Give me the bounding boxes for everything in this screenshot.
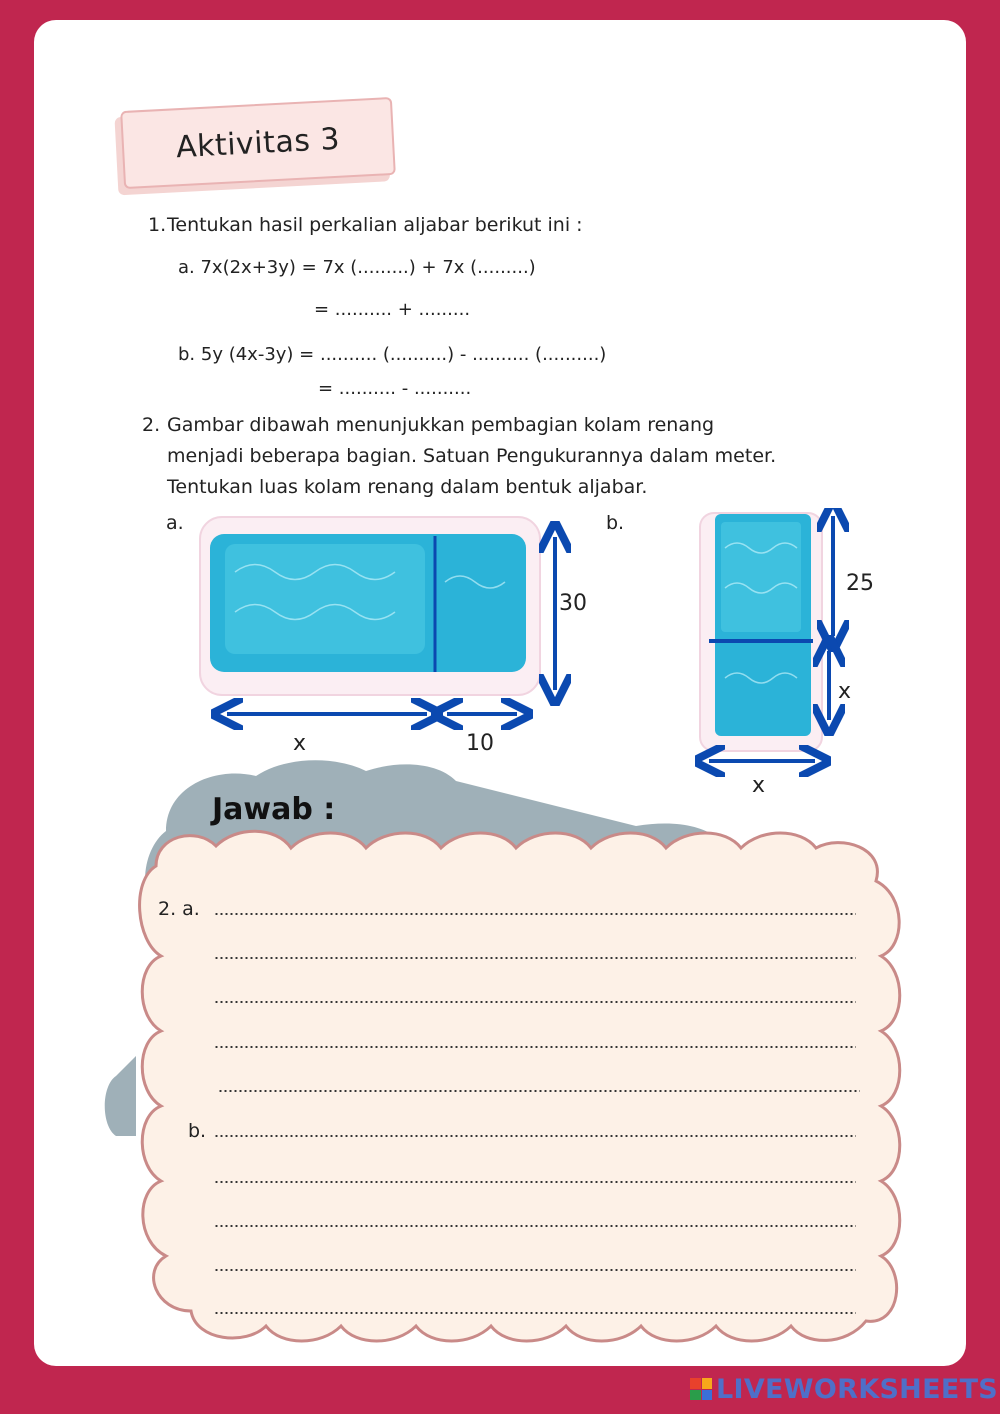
liveworksheets-logo-icon [690,1378,712,1400]
brand-name: LIVEWORKSHEETS [716,1373,999,1405]
answer-2b-line-3[interactable] [214,1225,856,1227]
pool-b-x-label: x [838,679,852,704]
fig-b-label: b. [606,512,625,534]
pool-a-highlight [225,544,425,654]
activity-title-box [120,97,396,189]
answer-2a-line-5[interactable] [218,1090,860,1092]
answer-2a-line-1[interactable] [214,913,856,915]
pool-a-10-label: 10 [466,731,494,756]
answer-2a-line-2[interactable] [214,957,856,959]
q2-line3: Tentukan luas kolam renang dalam bentuk aljabar. [167,476,648,498]
pool-a-x-label: x [293,731,307,756]
pool-b-highlight [721,522,801,632]
pool-a-figure [195,512,595,762]
answer-cloud-body [140,831,900,1341]
q2-number: 2. [142,414,161,436]
pool-b-width-label: x [752,773,766,798]
q1-prompt: Tentukan hasil perkalian aljabar berikut ini : [167,214,583,236]
activity-title: Aktivitas 3 [175,121,341,165]
q1a-line1: a. 7x(2x+3y) = 7x (.........) + 7x (.........) [178,257,536,278]
answer-2a-label: 2. a. [158,898,200,920]
q1b-line2: = .......... - .......... [318,378,472,399]
answer-2b-line-4[interactable] [214,1269,856,1271]
answer-2a-line-4[interactable] [214,1046,856,1048]
answer-heading: Jawab : [212,792,336,827]
q1a-line2: = .......... + ......... [314,299,471,320]
q2-line2: menjadi beberapa bagian. Satuan Pengukurannya dalam meter. [167,445,777,467]
q2-line1: Gambar dibawah menunjukkan pembagian kolam renang [167,414,715,436]
answer-cloud [96,756,926,1356]
answer-2b-label: b. [188,1120,207,1142]
answer-2b-line-2[interactable] [214,1181,856,1183]
answer-2b-line-5[interactable] [214,1312,856,1314]
pool-b-25-label: 25 [846,571,874,596]
q1b-line1: b. 5y (4x-3y) = .......... (..........) - .......... (..........) [178,344,607,365]
answer-2b-line-1[interactable] [214,1135,856,1137]
fig-a-label: a. [166,512,184,534]
answer-2a-line-3[interactable] [214,1001,856,1003]
pool-a-height-label: 30 [559,591,587,616]
q1-number: 1. [148,214,167,236]
pool-b-figure [695,508,865,783]
liveworksheets-brand[interactable] [690,1374,998,1404]
cloud-back-edge [105,1056,136,1136]
